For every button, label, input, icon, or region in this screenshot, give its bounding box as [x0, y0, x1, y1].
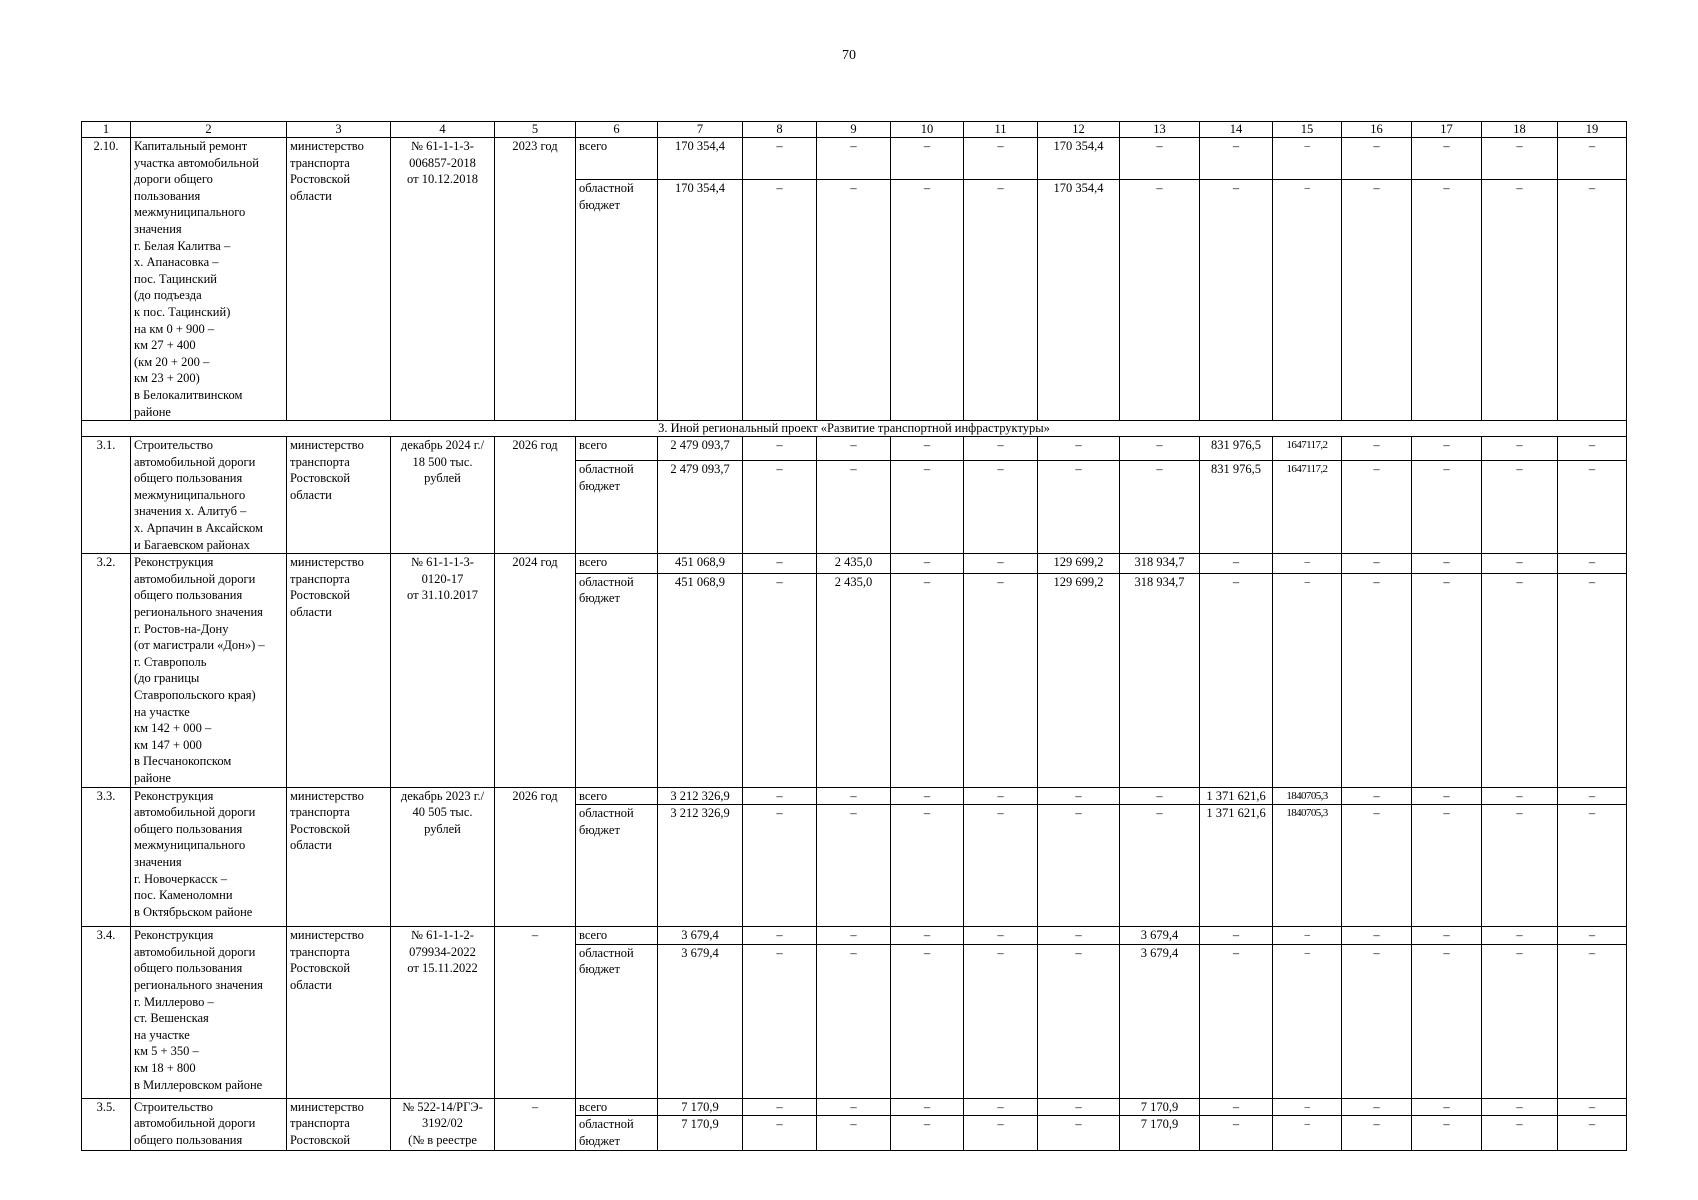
value-cell: 170 354,4 — [658, 180, 743, 421]
completion-year: – — [495, 1098, 576, 1150]
value-cell: 7 170,9 — [658, 1116, 743, 1150]
column-header: 11 — [964, 122, 1038, 138]
table-row — [82, 138, 1627, 180]
value-cell: 3 679,4 — [658, 927, 743, 945]
funding-type: всего — [576, 787, 658, 805]
value-cell: 831 976,5 — [1200, 461, 1273, 554]
value-cell: – — [1342, 573, 1412, 787]
value-cell: – — [1200, 1098, 1273, 1116]
value-cell: – — [1200, 927, 1273, 945]
object-name: Строительство автомобильной дороги общего пользования — [131, 1098, 287, 1150]
value-cell: – — [743, 138, 817, 180]
document-ref: № 522-14/РГЭ- 3192/02 (№ в реестре — [391, 1098, 495, 1150]
value-cell: – — [1558, 927, 1627, 945]
column-header: 2 — [131, 122, 287, 138]
value-cell: – — [1120, 437, 1200, 461]
value-cell: – — [1038, 1116, 1120, 1150]
column-header: 16 — [1342, 122, 1412, 138]
value-cell: – — [1342, 461, 1412, 554]
column-header: 17 — [1412, 122, 1482, 138]
column-header: 15 — [1273, 122, 1342, 138]
value-cell: – — [964, 138, 1038, 180]
value-cell: 3 679,4 — [1120, 944, 1200, 1098]
value-cell: – — [743, 805, 817, 927]
value-cell: – — [1342, 1116, 1412, 1150]
value-cell: – — [817, 944, 891, 1098]
value-cell: – — [817, 1116, 891, 1150]
value-cell: – — [964, 1098, 1038, 1116]
table-row — [82, 554, 1627, 573]
document-ref: № 61-1-1-2- 079934-2022 от 15.11.2022 — [391, 927, 495, 1099]
value-cell: – — [891, 927, 964, 945]
value-cell: – — [1038, 944, 1120, 1098]
value-cell: – — [817, 927, 891, 945]
value-cell: 318 934,7 — [1120, 573, 1200, 787]
value-cell: 3 212 326,9 — [658, 805, 743, 927]
value-cell: – — [1342, 437, 1412, 461]
value-cell: 2 479 093,7 — [658, 461, 743, 554]
column-header: 12 — [1038, 122, 1120, 138]
column-header: 10 — [891, 122, 964, 138]
value-cell: – — [1200, 138, 1273, 180]
value-cell: 129 699,2 — [1038, 554, 1120, 573]
section-row — [82, 421, 1627, 437]
section-title: 3. Иной региональный проект «Развитие транспортной инфраструктуры» — [82, 421, 1627, 437]
value-cell: – — [1558, 573, 1627, 787]
value-cell: – — [817, 180, 891, 421]
funding-type: всего — [576, 437, 658, 461]
executor: министерство транспорта Ростовской области — [287, 554, 391, 787]
value-cell: – — [964, 927, 1038, 945]
value-cell: 318 934,7 — [1120, 554, 1200, 573]
value-cell: – — [1482, 787, 1558, 805]
value-cell: – — [1273, 927, 1342, 945]
value-cell: – — [743, 787, 817, 805]
executor: министерство транспорта Ростовской области — [287, 927, 391, 1099]
value-cell: – — [1342, 927, 1412, 945]
value-cell: – — [1200, 944, 1273, 1098]
value-cell: – — [1482, 437, 1558, 461]
column-header: 14 — [1200, 122, 1273, 138]
value-cell: – — [1412, 138, 1482, 180]
value-cell: – — [1273, 944, 1342, 1098]
value-cell: – — [1120, 461, 1200, 554]
value-cell: – — [891, 944, 964, 1098]
value-cell: – — [964, 944, 1038, 1098]
row-number: 3.5. — [82, 1098, 131, 1150]
object-name: Реконструкция автомобильной дороги общего пользования регионального значения г. Миллерово – ст. Вешенская на участке км 5 + 350 – км 18 + 800 в Миллеровском районе — [131, 927, 287, 1099]
value-cell: – — [1558, 944, 1627, 1098]
value-cell: – — [964, 437, 1038, 461]
value-cell: – — [817, 138, 891, 180]
row-number: 3.2. — [82, 554, 131, 787]
value-cell: – — [1558, 437, 1627, 461]
value-cell: 1 371 621,6 — [1200, 787, 1273, 805]
value-cell: – — [743, 1116, 817, 1150]
value-cell: 3 212 326,9 — [658, 787, 743, 805]
value-cell: – — [891, 180, 964, 421]
row-number: 3.3. — [82, 787, 131, 927]
value-cell: – — [1558, 805, 1627, 927]
funding-type: областной бюджет — [576, 944, 658, 1098]
column-header: 1 — [82, 122, 131, 138]
executor: министерство транспорта Ростовской — [287, 1098, 391, 1150]
value-cell: – — [743, 437, 817, 461]
completion-year: – — [495, 927, 576, 1099]
funding-type: всего — [576, 927, 658, 945]
document-ref: № 61-1-1-3- 006857-2018 от 10.12.2018 — [391, 138, 495, 421]
executor: министерство транспорта Ростовской области — [287, 787, 391, 927]
value-cell: – — [1120, 805, 1200, 927]
value-cell: – — [1342, 554, 1412, 573]
value-cell: – — [891, 461, 964, 554]
executor: министерство транспорта Ростовской области — [287, 437, 391, 554]
value-cell: 7 170,9 — [1120, 1116, 1200, 1150]
completion-year: 2026 год — [495, 437, 576, 554]
value-cell: – — [964, 805, 1038, 927]
value-cell: – — [1558, 554, 1627, 573]
value-cell: – — [1482, 1116, 1558, 1150]
value-cell: – — [964, 180, 1038, 421]
value-cell: – — [1038, 1098, 1120, 1116]
row-number: 3.4. — [82, 927, 131, 1099]
value-cell: 1840705,3 — [1273, 787, 1342, 805]
value-cell: – — [743, 1098, 817, 1116]
value-cell: – — [1038, 437, 1120, 461]
value-cell: – — [1200, 554, 1273, 573]
value-cell: – — [964, 461, 1038, 554]
funding-type: областной бюджет — [576, 805, 658, 927]
value-cell: – — [1342, 787, 1412, 805]
value-cell: – — [1482, 138, 1558, 180]
value-cell: – — [1412, 1098, 1482, 1116]
value-cell: – — [743, 180, 817, 421]
value-cell: – — [1120, 180, 1200, 421]
value-cell: – — [817, 787, 891, 805]
value-cell: – — [1412, 787, 1482, 805]
value-cell: – — [1038, 787, 1120, 805]
value-cell: – — [1120, 138, 1200, 180]
table-row — [82, 1098, 1627, 1116]
value-cell: – — [1038, 461, 1120, 554]
value-cell: 170 354,4 — [1038, 180, 1120, 421]
value-cell: – — [1558, 138, 1627, 180]
column-header: 3 — [287, 122, 391, 138]
value-cell: 7 170,9 — [658, 1098, 743, 1116]
value-cell: – — [891, 1098, 964, 1116]
value-cell: 7 170,9 — [1120, 1098, 1200, 1116]
value-cell: – — [743, 944, 817, 1098]
value-cell: – — [1273, 1098, 1342, 1116]
executor: министерство транспорта Ростовской области — [287, 138, 391, 421]
document-ref: № 61-1-1-3- 0120-17 от 31.10.2017 — [391, 554, 495, 787]
value-cell: – — [1273, 554, 1342, 573]
value-cell: 451 068,9 — [658, 554, 743, 573]
value-cell: – — [891, 805, 964, 927]
value-cell: – — [1558, 1116, 1627, 1150]
value-cell: – — [1200, 573, 1273, 787]
value-cell: – — [1558, 1098, 1627, 1116]
value-cell: – — [1412, 461, 1482, 554]
column-header: 4 — [391, 122, 495, 138]
value-cell: 129 699,2 — [1038, 573, 1120, 787]
value-cell: – — [1412, 573, 1482, 787]
value-cell: – — [1482, 805, 1558, 927]
value-cell: 2 435,0 — [817, 554, 891, 573]
row-number: 2.10. — [82, 138, 131, 421]
value-cell: – — [1342, 805, 1412, 927]
funding-type: областной бюджет — [576, 180, 658, 421]
value-cell: – — [1482, 573, 1558, 787]
value-cell: 2 435,0 — [817, 573, 891, 787]
row-number: 3.1. — [82, 437, 131, 554]
table-row — [82, 437, 1627, 461]
completion-year: 2023 год — [495, 138, 576, 421]
value-cell: – — [1482, 1098, 1558, 1116]
value-cell: – — [1273, 1116, 1342, 1150]
value-cell: – — [1273, 573, 1342, 787]
value-cell: – — [891, 787, 964, 805]
column-header: 18 — [1482, 122, 1558, 138]
value-cell: – — [1558, 180, 1627, 421]
value-cell: 2 479 093,7 — [658, 437, 743, 461]
value-cell: – — [1038, 927, 1120, 945]
value-cell: – — [891, 1116, 964, 1150]
value-cell: – — [1273, 138, 1342, 180]
value-cell: – — [1038, 805, 1120, 927]
value-cell: – — [1412, 805, 1482, 927]
column-header: 6 — [576, 122, 658, 138]
funding-type: областной бюджет — [576, 573, 658, 787]
value-cell: – — [891, 573, 964, 787]
page-number: 70 — [842, 48, 856, 63]
value-cell: – — [964, 787, 1038, 805]
value-cell: – — [1200, 180, 1273, 421]
value-cell: – — [1412, 554, 1482, 573]
object-name: Реконструкция автомобильной дороги общего пользования межмуниципального значения г. Новочеркасск – пос. Каменоломни в Октябрьском районе — [131, 787, 287, 927]
object-name: Капитальный ремонт участка автомобильной дороги общего пользования межмуниципального значения г. Белая Калитва – х. Апанасовка – пос. Тацинский (до подъезда к пос. Тацинский) на км 0 + 900 – км 27 + 400 (км 20 + 200 – км 23 + 200) в Белокалитвинском районе — [131, 138, 287, 421]
value-cell: 1647117,2 — [1273, 437, 1342, 461]
value-cell: – — [743, 461, 817, 554]
value-cell: – — [1412, 437, 1482, 461]
value-cell: 3 679,4 — [658, 944, 743, 1098]
budget-table — [81, 121, 1627, 1151]
value-cell: 831 976,5 — [1200, 437, 1273, 461]
value-cell: – — [1412, 1116, 1482, 1150]
value-cell: 1647117,2 — [1273, 461, 1342, 554]
funding-type: областной бюджет — [576, 1116, 658, 1150]
value-cell: – — [743, 573, 817, 787]
value-cell: 170 354,4 — [658, 138, 743, 180]
value-cell: – — [817, 805, 891, 927]
document-ref: декабрь 2023 г./ 40 505 тыс. рублей — [391, 787, 495, 927]
value-cell: 1 371 621,6 — [1200, 805, 1273, 927]
funding-type: всего — [576, 1098, 658, 1116]
column-header: 7 — [658, 122, 743, 138]
column-header: 5 — [495, 122, 576, 138]
value-cell: – — [1273, 180, 1342, 421]
value-cell: – — [964, 573, 1038, 787]
column-header: 8 — [743, 122, 817, 138]
column-header: 19 — [1558, 122, 1627, 138]
value-cell: – — [743, 927, 817, 945]
value-cell: – — [1342, 138, 1412, 180]
value-cell: – — [1342, 1098, 1412, 1116]
completion-year: 2026 год — [495, 787, 576, 927]
value-cell: – — [1558, 461, 1627, 554]
value-cell: 170 354,4 — [1038, 138, 1120, 180]
value-cell: – — [1482, 944, 1558, 1098]
completion-year: 2024 год — [495, 554, 576, 787]
value-cell: – — [1558, 787, 1627, 805]
object-name: Реконструкция автомобильной дороги общего пользования регионального значения г. Ростов-на-Дону (от магистрали «Дон») – г. Ставрополь (до границы Ставропольского края) на участке км 142 + 000 – км 147 + 000 в Песчанокопском районе — [131, 554, 287, 787]
value-cell: – — [1482, 180, 1558, 421]
funding-type: всего — [576, 138, 658, 180]
funding-type: областной бюджет — [576, 461, 658, 554]
object-name: Строительство автомобильной дороги общего пользования межмуниципального значения х. Алитуб – х. Арпачин в Аксайском и Багаевском районах — [131, 437, 287, 554]
value-cell: – — [1342, 180, 1412, 421]
value-cell: – — [1412, 180, 1482, 421]
table-row — [82, 927, 1627, 945]
column-header: 13 — [1120, 122, 1200, 138]
value-cell: – — [1120, 787, 1200, 805]
value-cell: – — [1482, 927, 1558, 945]
table-row — [82, 787, 1627, 805]
value-cell: – — [1482, 461, 1558, 554]
value-cell: – — [1412, 944, 1482, 1098]
value-cell: – — [743, 554, 817, 573]
funding-type: всего — [576, 554, 658, 573]
value-cell: – — [891, 554, 964, 573]
value-cell: – — [1412, 927, 1482, 945]
value-cell: 3 679,4 — [1120, 927, 1200, 945]
value-cell: – — [817, 1098, 891, 1116]
value-cell: – — [964, 554, 1038, 573]
column-header: 9 — [817, 122, 891, 138]
document-ref: декабрь 2024 г./ 18 500 тыс. рублей — [391, 437, 495, 554]
value-cell: – — [1200, 1116, 1273, 1150]
value-cell: – — [891, 138, 964, 180]
value-cell: – — [1342, 944, 1412, 1098]
value-cell: – — [817, 437, 891, 461]
value-cell: 1840705,3 — [1273, 805, 1342, 927]
value-cell: – — [964, 1116, 1038, 1150]
value-cell: 451 068,9 — [658, 573, 743, 787]
table-header-row — [82, 122, 1627, 138]
value-cell: – — [891, 437, 964, 461]
value-cell: – — [817, 461, 891, 554]
value-cell: – — [1482, 554, 1558, 573]
